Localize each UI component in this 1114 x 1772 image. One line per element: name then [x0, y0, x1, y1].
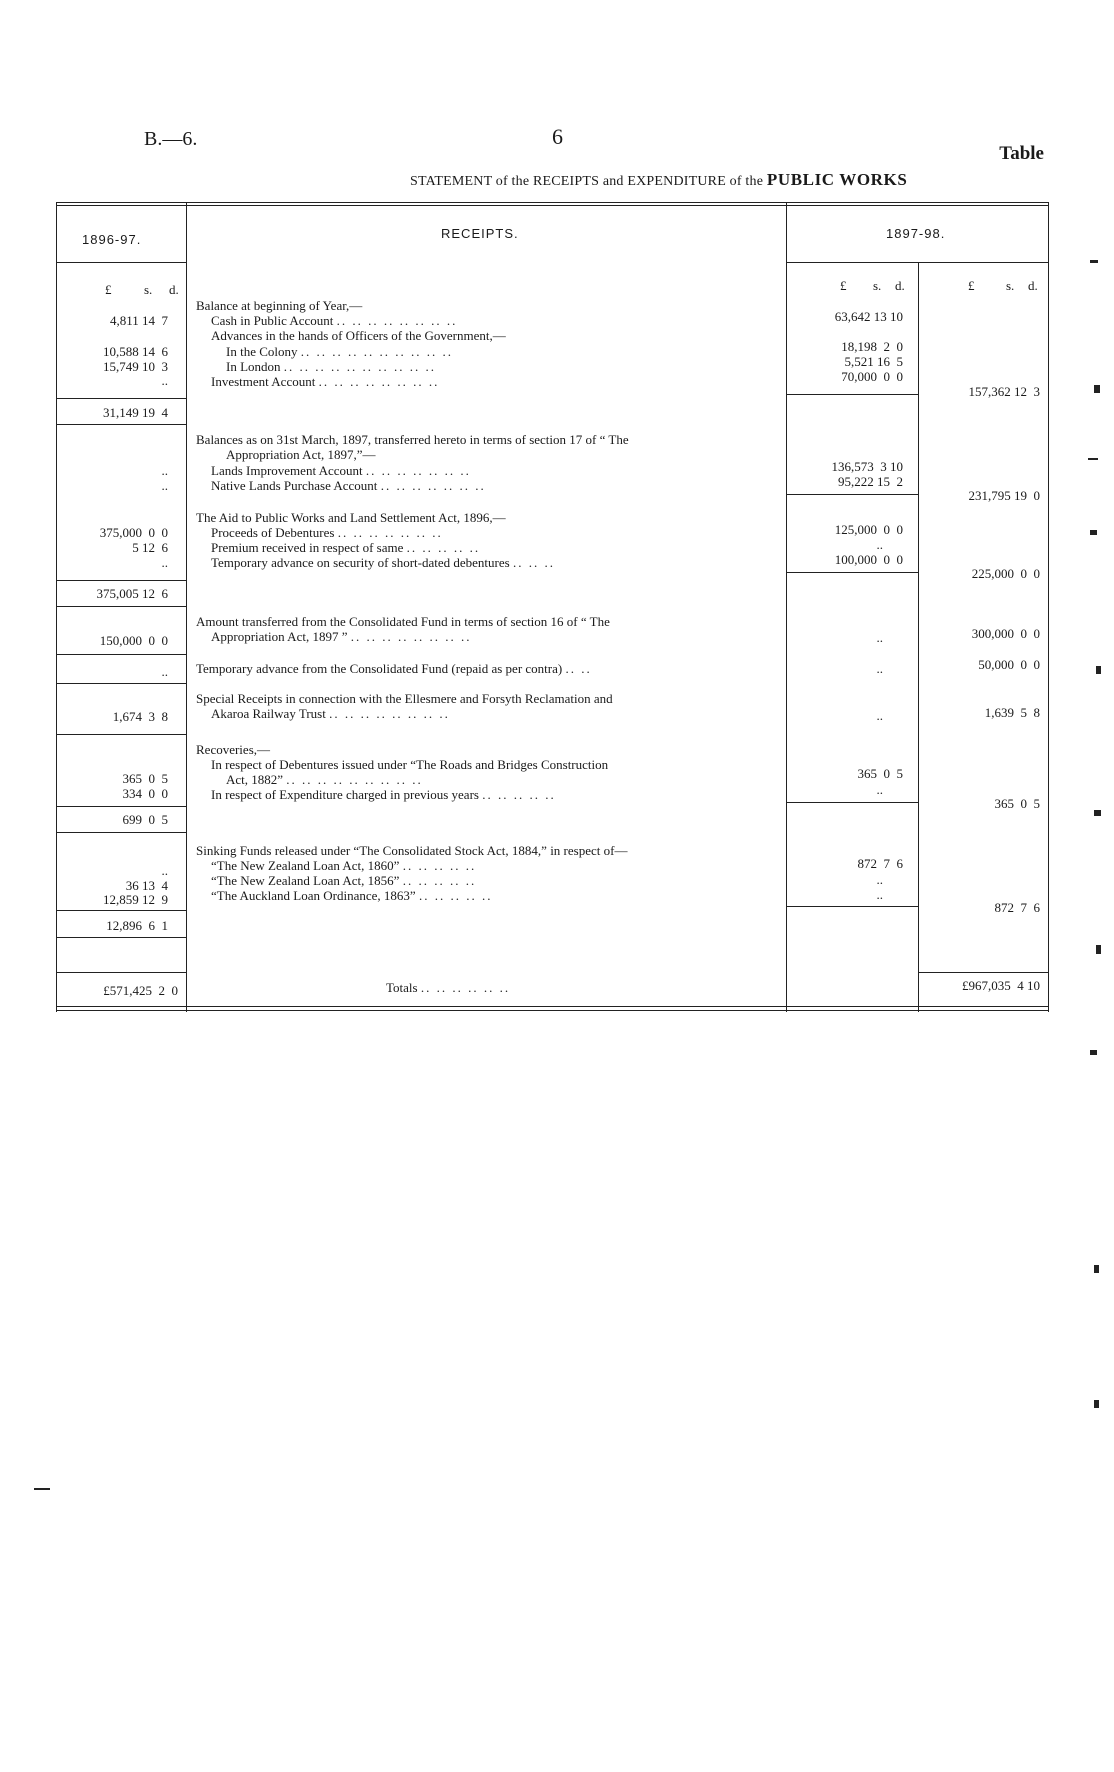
consolidated-prev: 150,000 0 0 [99, 633, 168, 648]
document-reference: B.—6. [144, 128, 198, 150]
balance-prev-rule-bottom [56, 424, 186, 425]
debentures-label: Proceeds of Debentures .. .. .. .. .. .. .. [211, 525, 443, 540]
unit-shillings-prev: s. [144, 282, 153, 297]
cash-label: Cash in Public Account .. .. .. .. .. .. .. .. [211, 313, 458, 328]
lands-label: Lands Improvement Account .. .. .. .. .. .. .. [211, 463, 471, 478]
investment-label: Investment Account .. .. .. .. .. .. .. .. [211, 374, 440, 389]
unit-shillings-curr: s. [873, 278, 882, 293]
table-bottom-border-inner [56, 1010, 1048, 1011]
special-line-1: Special Receipts in connection with the Ellesmere and Forsyth Reclamation and [196, 691, 613, 706]
recoveries-prev-rule-bottom [56, 832, 186, 833]
aid-heading: The Aid to Public Works and Land Settlement Act, 1896,— [196, 510, 506, 525]
unit-pound-curr: £ [840, 278, 847, 293]
header-1897-98: 1897-98. [886, 226, 946, 241]
totals-curr: £967,035 4 10 [962, 978, 1040, 993]
scan-mark [1094, 1265, 1099, 1273]
recoveries-deb-curr: 365 0 5 [857, 766, 903, 781]
scan-mark [1090, 260, 1098, 263]
advances-heading: Advances in the hands of Officers of the Government,— [211, 328, 506, 343]
debentures-prev: 375,000 0 0 [99, 525, 168, 540]
table-top-border [56, 202, 1048, 203]
sinking-prev-rule-bottom [56, 937, 186, 938]
unit-shillings-total: s. [1006, 278, 1015, 293]
transfers-heading-1: Balances as on 31st March, 1897, transferred hereto in terms of section 17 of “ The [196, 432, 629, 447]
unit-pound-prev: £ [105, 282, 112, 297]
balance-total-curr: 157,362 12 3 [968, 384, 1040, 399]
native-prev: .. [161, 478, 168, 493]
aid-total-curr: 225,000 0 0 [971, 566, 1040, 581]
consolidated-line-1: Amount transferred from the Consolidated Fund in terms of section 16 of “ The [196, 614, 610, 629]
premium-curr: .. [876, 537, 883, 552]
consolidated-total-curr: 300,000 0 0 [971, 626, 1040, 641]
cash-curr: 63,642 13 10 [834, 309, 903, 324]
table-bottom-border [56, 1006, 1048, 1007]
header-rule-prev [56, 262, 186, 263]
special-total-curr: 1,639 5 8 [984, 705, 1040, 720]
balance-subtotal-prev: 31,149 19 4 [103, 405, 168, 420]
lands-prev: .. [161, 463, 168, 478]
recoveries-subtotal-rule [786, 802, 918, 803]
unit-pound-total: £ [968, 278, 975, 293]
statement-title-prefix: STATEMENT of the RECEIPTS and EXPENDITURE of the [410, 174, 764, 189]
premium-label: Premium received in respect of same .. .. .. .. .. [211, 540, 481, 555]
consolidated-prev-rule [56, 654, 186, 655]
london-prev: 15,749 10 3 [103, 359, 168, 374]
recoveries-exp-curr: .. [876, 782, 883, 797]
sinking-total-curr: 872 7 6 [994, 900, 1040, 915]
native-curr: 95,222 15 2 [838, 474, 903, 489]
recoveries-deb-prev: 365 0 5 [122, 771, 168, 786]
sinking-prev-rule-top [56, 910, 186, 911]
temporary-label: Temporary advance on security of short-dated debentures .. .. .. [211, 555, 555, 570]
london-label: In London .. .. .. .. .. .. .. .. .. .. [226, 359, 437, 374]
sinking-subtotal-rule [786, 906, 918, 907]
transfers-heading-2: Appropriation Act, 1897,”— [226, 447, 376, 462]
recoveries-heading: Recoveries,— [196, 742, 271, 757]
totals-label: Totals .. .. .. .. .. .. [386, 980, 511, 995]
recoveries-deb-line-1: In respect of Debentures issued under “The Roads and Bridges Construction [211, 757, 609, 772]
table-left-border [56, 202, 57, 1012]
consolidated-curr: .. [876, 630, 883, 645]
unit-pence-curr: d. [895, 278, 905, 293]
recoveries-prev-rule-top [56, 806, 186, 807]
special-prev: 1,674 3 8 [112, 709, 168, 724]
temp-advance-total-curr: 50,000 0 0 [978, 657, 1040, 672]
aid-subtotal-prev: 375,005 12 6 [96, 586, 168, 601]
investment-prev: .. [161, 373, 168, 388]
special-curr: .. [876, 708, 883, 723]
balance-subtotal-rule [786, 394, 918, 395]
recoveries-subtotal-prev: 699 0 5 [122, 812, 168, 827]
premium-prev: 5 12 6 [132, 540, 168, 555]
scan-mark [1096, 666, 1101, 674]
colony-label: In the Colony .. .. .. .. .. .. .. .. .. .. [226, 344, 453, 359]
special-line-2: Akaroa Railway Trust .. .. .. .. .. .. .. .. [211, 706, 450, 721]
nz1856-prev: 36 13 4 [125, 878, 168, 893]
totals-rule-prev [56, 972, 186, 973]
scan-mark [1090, 1050, 1097, 1055]
temp-advance-prev: .. [161, 664, 168, 679]
investment-curr: 70,000 0 0 [841, 369, 903, 384]
special-prev-rule [56, 734, 186, 735]
unit-pence-prev: d. [169, 282, 179, 297]
nz1856-label: “The New Zealand Loan Act, 1856” .. .. .. .. .. [211, 873, 477, 888]
london-curr: 5,521 16 5 [844, 354, 903, 369]
header-receipts: RECEIPTS. [441, 226, 519, 241]
recoveries-total-curr: 365 0 5 [994, 796, 1040, 811]
temp-advance-label: Temporary advance from the Consolidated Fund (repaid as per contra) .. .. [196, 661, 592, 676]
sinking-subtotal-prev: 12,896 6 1 [106, 918, 168, 933]
recoveries-exp-label: In respect of Expenditure charged in previous years .. .. .. .. .. [211, 787, 556, 802]
native-label: Native Lands Purchase Account .. .. .. .. .. .. .. [211, 478, 486, 493]
temporary-prev: .. [161, 555, 168, 570]
balance-prev-rule-top [56, 398, 186, 399]
recoveries-exp-prev: 334 0 0 [122, 786, 168, 801]
temp-advance-prev-rule [56, 683, 186, 684]
consolidated-line-2: Appropriation Act, 1897 ” .. .. .. .. .. .. .. .. [211, 629, 472, 644]
debentures-curr: 125,000 0 0 [834, 522, 903, 537]
column-divider-desc [786, 202, 787, 1012]
transfers-total-curr: 231,795 19 0 [968, 488, 1040, 503]
lands-curr: 136,573 3 10 [831, 459, 903, 474]
temporary-curr: 100,000 0 0 [834, 552, 903, 567]
page-number: 6 [552, 124, 563, 149]
header-1896-97: 1896-97. [82, 232, 142, 247]
statement-title [410, 170, 907, 190]
auckland-prev: 12,859 12 9 [103, 892, 168, 907]
temp-advance-curr: .. [876, 661, 883, 676]
nz1860-label: “The New Zealand Loan Act, 1860” .. .. .. .. .. [211, 858, 477, 873]
scan-mark [1094, 1400, 1099, 1408]
aid-prev-rule-bottom [56, 606, 186, 607]
totals-rule-curr [918, 972, 1048, 973]
auckland-label: “The Auckland Loan Ordinance, 1863” .. .. .. .. .. [211, 888, 493, 903]
transfers-subtotal-rule [786, 494, 918, 495]
table-top-border-inner [56, 205, 1048, 206]
cash-prev: 4,811 14 7 [109, 313, 168, 328]
totals-prev: £571,425 2 0 [103, 983, 178, 998]
unit-pence-total: d. [1028, 278, 1038, 293]
auckland-curr: .. [876, 887, 883, 902]
sinking-heading: Sinking Funds released under “The Consolidated Stock Act, 1884,” in respect of— [196, 843, 628, 858]
colony-curr: 18,198 2 0 [841, 339, 903, 354]
scan-mark [1096, 945, 1101, 954]
nz1856-curr: .. [876, 872, 883, 887]
scan-mark [1094, 385, 1100, 393]
column-divider-total [918, 262, 919, 1012]
statement-title-bold: PUBLIC WORKS [766, 170, 908, 189]
table-right-border [1048, 202, 1049, 1012]
table-label: Table [999, 143, 1044, 164]
nz1860-curr: 872 7 6 [857, 856, 903, 871]
aid-subtotal-rule [786, 572, 918, 573]
scan-mark [1090, 530, 1097, 535]
aid-prev-rule-top [56, 580, 186, 581]
header-rule-curr [786, 262, 1048, 263]
column-divider-prev [186, 202, 187, 1012]
scan-mark [34, 1488, 50, 1490]
receipts-table [56, 202, 1048, 1012]
nz1860-prev: .. [161, 863, 168, 878]
scan-mark [1094, 810, 1101, 816]
balance-heading: Balance at beginning of Year,— [196, 298, 363, 313]
scan-mark [1088, 458, 1098, 460]
colony-prev: 10,588 14 6 [103, 344, 168, 359]
recoveries-deb-line-2: Act, 1882” .. .. .. .. .. .. .. .. .. [226, 772, 423, 787]
